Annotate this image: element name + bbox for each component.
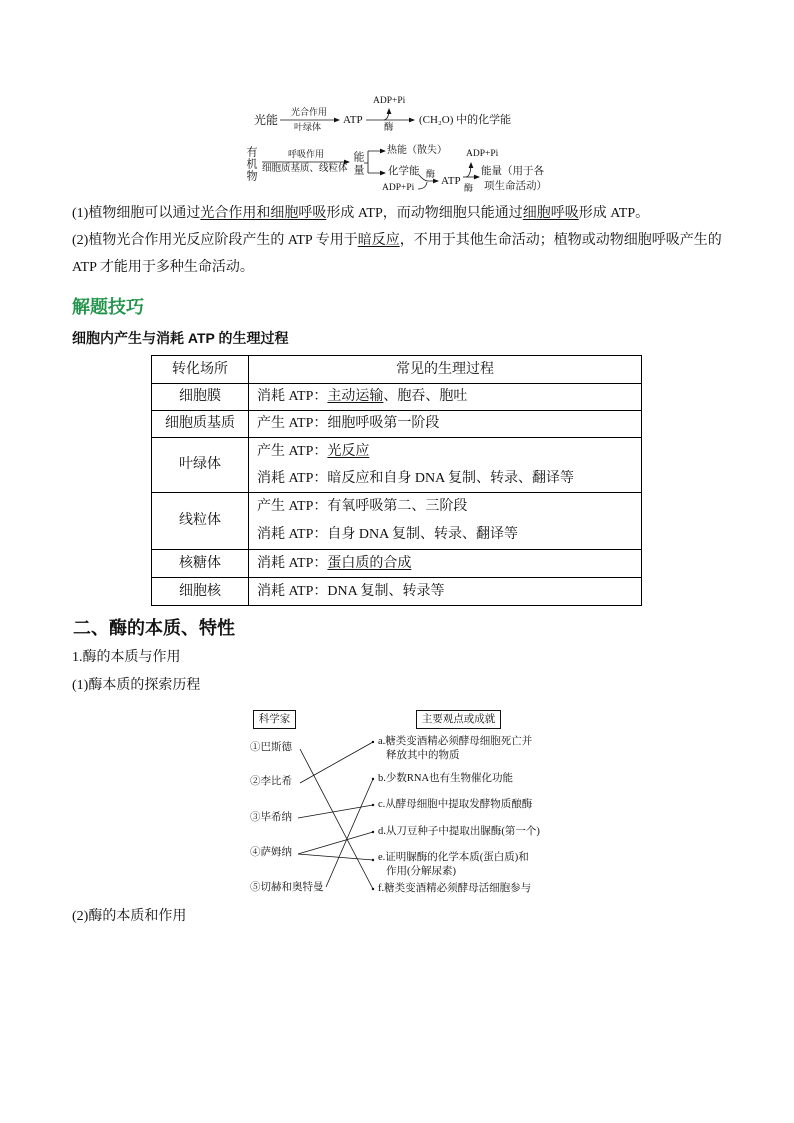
table-row	[152, 550, 642, 578]
light-energy-label: 光能	[254, 113, 279, 127]
section-heading: 二、酶的本质、特性	[73, 618, 235, 638]
process-text: 消耗 ATP：	[257, 555, 328, 571]
location-cell: 叶绿体	[152, 438, 249, 493]
respiration-site-label: 细胞质基质、线粒体	[262, 164, 348, 174]
achievement-header-box: 主要观点或成就	[416, 710, 501, 729]
respiration-label: 呼吸作用	[288, 149, 325, 159]
location-cell: 核糖体	[152, 550, 249, 578]
process-cell	[249, 493, 642, 550]
location-cell: 细胞膜	[152, 384, 249, 411]
subsection-item: (1)酶本质的探索历程	[72, 678, 201, 693]
subsection-heading: 1.酶的本质与作用	[72, 650, 181, 665]
table-row	[152, 578, 642, 606]
energy-bracket	[364, 151, 368, 173]
scientist-item: ④萨姆纳	[250, 847, 292, 858]
achievement-item: e.证明脲酶的化学本质(蛋白质)和	[378, 852, 529, 863]
adp-release-arrow	[384, 109, 389, 120]
anchor-dot	[372, 831, 374, 833]
anchor-dot	[372, 859, 374, 861]
anchor-dot	[372, 741, 374, 743]
match-line	[300, 749, 373, 889]
header-process: 常见的生理过程	[249, 356, 642, 384]
process-text: 消耗 ATP：DNA 复制、转录等	[257, 583, 445, 599]
scientist-item: ③毕希纳	[250, 812, 292, 823]
process-text: 消耗 ATP：	[257, 389, 328, 404]
key-term: 细胞呼吸	[522, 206, 579, 221]
tips-heading: 解题技巧	[72, 297, 144, 317]
key-term: 暗反应	[357, 233, 400, 248]
matching-lines	[0, 700, 794, 910]
organic-matter-label: 有机物	[245, 146, 257, 182]
note-text: 形成 ATP，而动物细胞只能通过	[326, 206, 523, 221]
location-cell: 线粒体	[152, 493, 249, 550]
achievement-item: a.糖类变酒精必须酵母细胞死亡并	[378, 736, 533, 747]
note-2-line1	[72, 232, 722, 250]
adp-release-arrow-2	[466, 163, 471, 177]
process-line: 消耗 ATP：暗反应和自身 DNA 复制、转录、翻译等	[257, 471, 574, 486]
achievement-item-continued: 作用(分解尿素)	[386, 866, 456, 877]
scientist-item: ①巴斯德	[250, 742, 292, 753]
scientist-header-box: 科学家	[253, 710, 296, 729]
chemical-energy-label: 化学能	[388, 166, 420, 177]
match-line	[298, 832, 373, 854]
note-1	[72, 205, 649, 223]
process-line	[257, 438, 633, 465]
match-line	[300, 742, 373, 783]
note-text: (2)植物光合作用光反应阶段产生的 ATP 专用于	[72, 233, 358, 248]
scientist-item: ⑤切赫和奥特曼	[250, 882, 324, 893]
key-term: 光合作用和细胞呼吸	[200, 206, 327, 221]
process-line: 产生 ATP：有氧呼吸第二、三阶段	[257, 499, 468, 514]
anchor-dot	[372, 888, 374, 890]
process-cell	[249, 384, 642, 411]
energy-use-label-line2: 项生命活动）	[484, 181, 547, 192]
process-cell	[249, 411, 642, 438]
ch2o-chemical-energy-label: (CH₂O) 中的化学能	[419, 114, 512, 126]
match-line	[326, 779, 373, 887]
key-term: 蛋白质的合成	[327, 555, 412, 571]
process-line: 消耗 ATP：自身 DNA 复制、转录、翻译等	[257, 527, 518, 542]
enzyme-label: 酶	[384, 123, 394, 133]
enzyme-label: 酶	[426, 169, 436, 179]
energy-use-label-line1: 能量（用于各	[481, 166, 544, 177]
atp-process-table	[151, 355, 642, 606]
note-text: 形成 ATP。	[578, 206, 650, 221]
achievement-item: c.从酵母细胞中提取发酵物质酿酶	[378, 799, 533, 810]
tips-subheading: 细胞内产生与消耗 ATP 的生理过程	[72, 330, 289, 346]
location-cell: 细胞核	[152, 578, 249, 606]
process-cell	[249, 438, 642, 493]
location-cell: 细胞质基质	[152, 411, 249, 438]
process-text: 、胞吞、胞吐	[383, 389, 468, 404]
match-line	[298, 805, 373, 818]
table-row	[152, 493, 642, 550]
note-text: ，不用于其他生命活动；植物或动物细胞呼吸产生的	[399, 233, 722, 248]
subsection-item: (2)酶的本质和作用	[72, 909, 187, 924]
table-row	[152, 384, 642, 411]
table-row	[152, 411, 642, 438]
note-2-line2: ATP 才能用于多种生命活动。	[72, 260, 254, 275]
key-term: 光反应	[327, 444, 370, 459]
table-header-row	[152, 356, 642, 384]
process-text: 产生 ATP：	[257, 444, 328, 459]
achievement-item-continued: 释放其中的物质	[386, 750, 460, 761]
adp-pi-label: ADP+Pi	[466, 149, 499, 159]
atp-label: ATP	[343, 114, 363, 126]
adp-input-curve	[418, 182, 427, 189]
enzyme-label: 酶	[464, 183, 474, 193]
process-text: 产生 ATP：细胞呼吸第一阶段	[257, 416, 440, 431]
adp-pi-input-label: ADP+Pi	[382, 183, 415, 193]
key-term: 主动运输	[327, 389, 384, 404]
header-location: 转化场所	[152, 356, 249, 384]
process-cell	[249, 550, 642, 578]
achievement-item: f.糖类变酒精必须酵母活细胞参与	[378, 883, 532, 894]
energy-label: 能量	[352, 151, 364, 177]
anchor-dot	[372, 778, 374, 780]
note-text: (1)植物细胞可以通过	[72, 206, 201, 221]
chloroplast-label: 叶绿体	[294, 122, 322, 132]
atp-label: ATP	[441, 175, 461, 187]
adp-pi-label: ADP+Pi	[373, 96, 406, 106]
match-line	[298, 854, 373, 860]
heat-energy-label: 热能（散失）	[387, 145, 447, 156]
process-cell	[249, 578, 642, 606]
achievement-item: b.少数RNA也有生物催化功能	[378, 773, 514, 784]
achievement-item: d.从刀豆种子中提取出脲酶(第一个)	[378, 826, 540, 837]
photosynthesis-label: 光合作用	[291, 107, 328, 117]
anchor-dot	[372, 804, 374, 806]
scientist-item: ②李比希	[250, 776, 292, 787]
table-row	[152, 438, 642, 493]
